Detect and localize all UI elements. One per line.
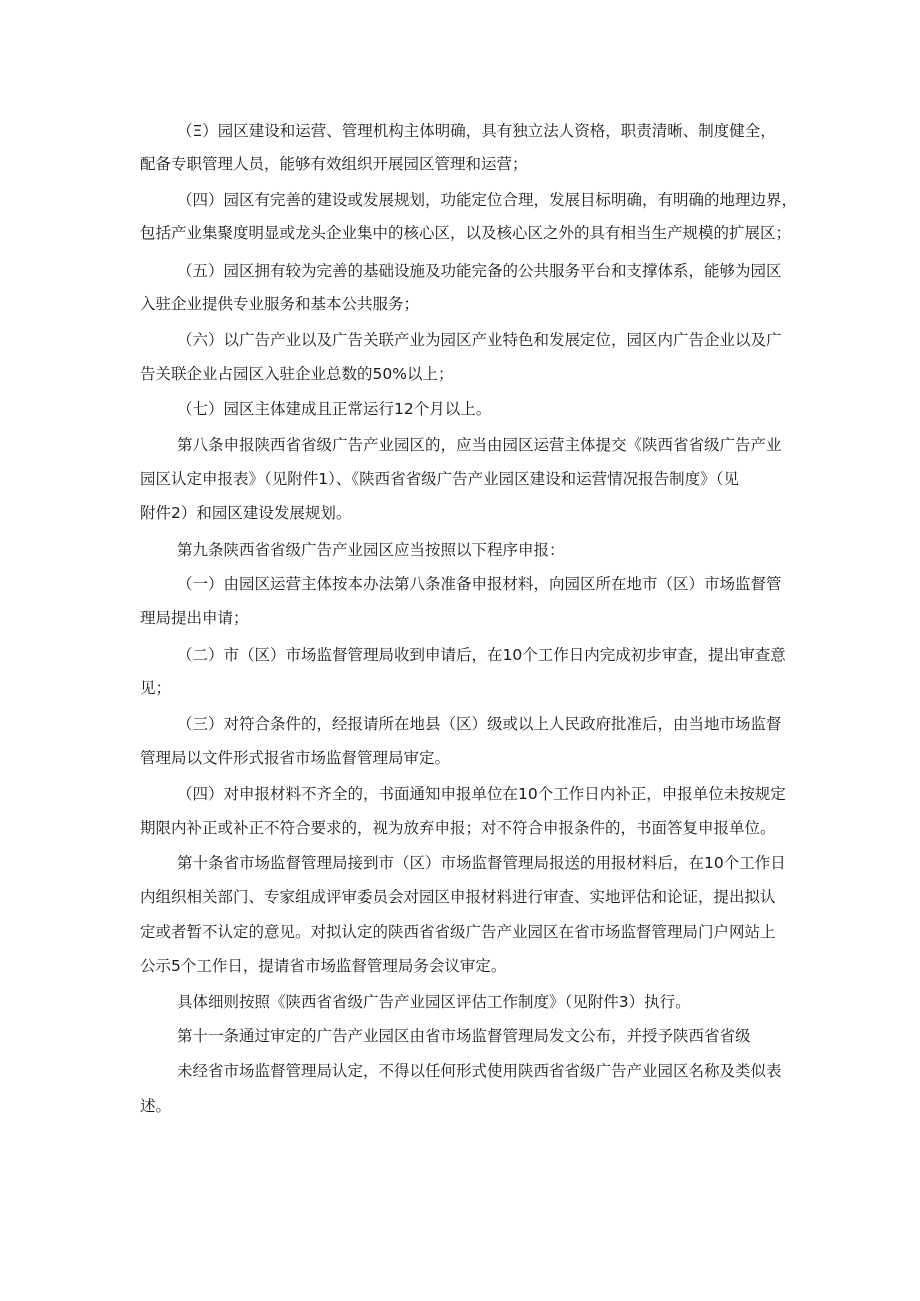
paragraph-line: 附件2）和园区建设发展规划。 xyxy=(140,504,352,522)
paragraph-line: 配备专职管理人员，能够有效组织开展园区管理和运营； xyxy=(140,155,528,173)
paragraph-line: 告关联企业占园区入驻企业总数的50%以上； xyxy=(140,365,454,383)
paragraph-line: （二）市（区）市场监督管理局收到申请后，在10个工作日内完成初步审查，提出审查意 xyxy=(177,646,786,664)
paragraph-line: 理局提出申请； xyxy=(140,609,249,627)
paragraph-line: 第九条陕西省省级广告产业园区应当按照以下程序申报： xyxy=(177,541,565,559)
paragraph-line: （三）对符合条件的，经报请所在地县（区）级或以上人民政府批准后，由当地市场监督 xyxy=(177,715,782,733)
paragraph-line: （五）园区拥有较为完善的基础设施及功能完备的公共服务平台和支撑体系，能够为园区 xyxy=(177,262,782,280)
paragraph-line: 见； xyxy=(140,679,172,697)
paragraph-line: （一）由园区运营主体按本办法第八条准备申报材料，向园区所在地市（区）市场监督管 xyxy=(177,575,782,593)
paragraph-line: 具体细则按照《陕西省省级广告产业园区评估工作制度》（见附件3）执行。 xyxy=(177,993,691,1011)
paragraph-line: 管理局以文件形式报省市场监督管理局审定。 xyxy=(140,749,451,767)
paragraph-line: 第十一条通过审定的广告产业园区由省市场监督管理局发文公布，并授予陕西省省级 xyxy=(177,1027,751,1045)
paragraph-line: （四）对申报材料不齐全的，书面通知申报单位在10个工作日内补正，申报单位未按规定 xyxy=(177,785,786,803)
paragraph-line: 定或者暂不认定的意见。对拟认定的陕西省省级广告产业园区在省市场监督管理局门户网站上 xyxy=(140,923,776,941)
paragraph-line: 述。 xyxy=(140,1097,172,1115)
paragraph-line: 内组织相关部门、专家组成评审委员会对园区申报材料进行审查、实地评估和论证，提出拟认 xyxy=(140,888,776,906)
paragraph-line: 入驻企业提供专业服务和基本公共服务； xyxy=(140,295,420,313)
paragraph-line: 包括产业集聚度明显或龙头企业集中的核心区，以及核心区之外的具有相当生产规模的扩展区； xyxy=(140,224,792,242)
paragraph-line: 第十条省市场监督管理局接到市（区）市场监督管理局报送的用报材料后，在10个工作日 xyxy=(177,854,786,872)
paragraph-line: 园区认定申报表》（见附件1）、《陕西省省级广告产业园区建设和运营情况报告制度》（见 xyxy=(140,470,739,488)
paragraph-line: （六）以广告产业以及广告关联产业为园区产业特色和发展定位，园区内广告企业以及广 xyxy=(177,331,782,349)
paragraph-line: 公示5个工作日，提请省市场监督管理局务会议审定。 xyxy=(140,957,507,975)
paragraph-line: （四）园区有完善的建设或发展规划，功能定位合理，发展目标明确，有明确的地理边界， xyxy=(177,191,798,209)
paragraph-line: 期限内补正或补正不符合要求的，视为放弃申报；对不符合申报条件的，书面答复申报单位。 xyxy=(140,819,776,837)
paragraph-line: 未经省市场监督管理局认定，不得以任何形式使用陕西省省级广告产业园区名称及类似表 xyxy=(177,1062,782,1080)
paragraph-line: （Ξ）园区建设和运营、管理机构主体明确，具有独立法人资格，职责清晰、制度健全， xyxy=(177,122,776,140)
paragraph-line: （七）园区主体建成且正常运行12个月以上。 xyxy=(177,400,492,418)
paragraph-line: 第八条申报陕西省省级广告产业园区的，应当由园区运营主体提交《陕西省省级广告产业 xyxy=(177,436,782,454)
